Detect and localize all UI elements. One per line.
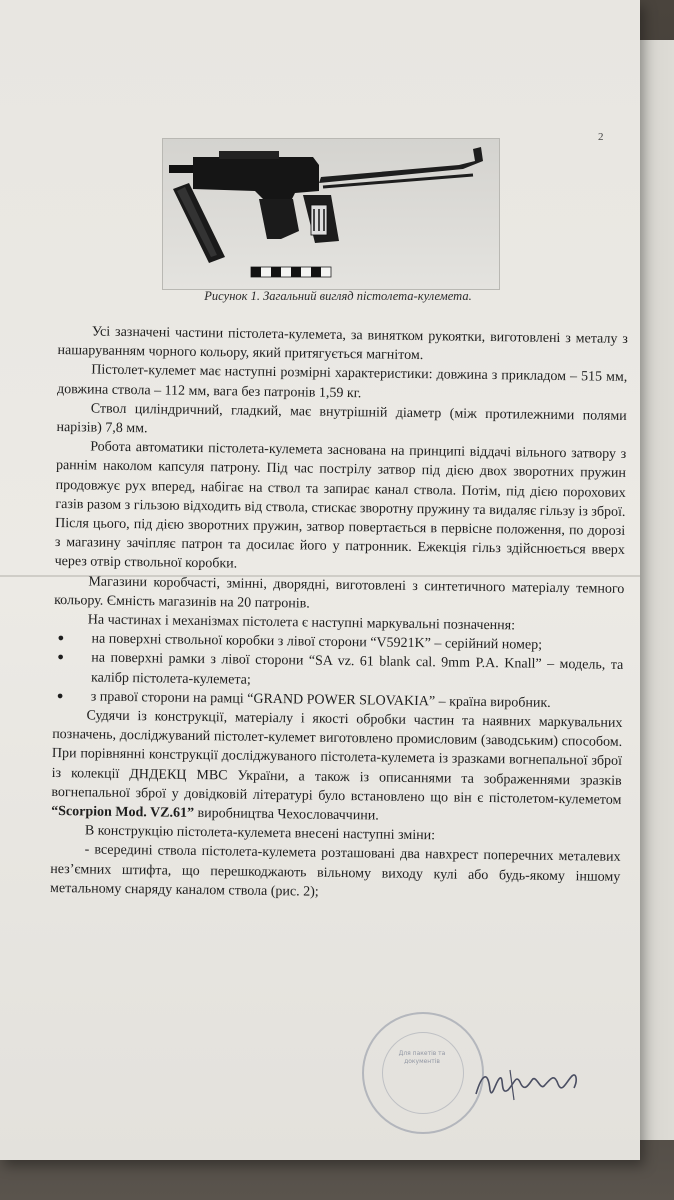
paragraph: В конструкцію пістолета-кулемета внесені наступні зміни:	[84, 823, 436, 844]
paragraph: - всередині ствола пістолета-кулемета розташовані два навхрест поперечних металевих нез’ємних штифта, що перешкоджають вільному виходу кулі або будь-якому іншому метальному снаряду каналом ствола (рис. 2);	[49, 842, 621, 900]
figure-caption: Рисунок 1. Загальний вигляд пістолета-кулемета.	[204, 289, 472, 303]
paragraph: Усі зазначені частини пістолета-кулемета, за винятком рукоятки, виготовлені з металу з нашаруванням чорного кольору, який притягується магнітом.	[57, 324, 628, 364]
bullet-icon: ●	[57, 632, 65, 645]
page-number: 2	[598, 131, 604, 143]
submachine-gun-illustration	[163, 139, 499, 289]
magazine-icon	[173, 183, 225, 263]
paragraph: Магазини коробчасті, змінні, дворядні, виготовлені з синтетичного матеріалу темного кольору. Ємність магазинів на 20 патронів.	[54, 574, 625, 612]
bullet-icon: ●	[56, 689, 64, 702]
weapon-photo	[162, 138, 500, 290]
paragraph-text: виробництва Чехословаччини.	[193, 806, 379, 824]
bullet-text: на поверхні ствольної коробки з лівої сторони “V5921K” – серійний номер;	[91, 631, 543, 654]
stamp-text: Для пакетів та документів	[398, 1050, 446, 1065]
model-name: “Scorpion Mod. VZ.61”	[51, 804, 195, 822]
scale-ruler-icon	[251, 267, 331, 277]
stamp-inner-ring	[382, 1032, 464, 1114]
paragraph: Пістолет-кулемет має наступні розмірні характеристики: довжина з прикладом – 515 мм, довжина ствола – 112 мм, вага без патронів 1,59 кг.	[56, 362, 628, 401]
bullet-text: з правої сторони на рамці “GRAND POWER SLOVAKIA” – країна виробник.	[90, 689, 551, 711]
bullet-text: на поверхні рамки з лівої сторони “SA vz. 61 blank cal. 9mm P.A. Knall” – модель, та калібр пістолета-кулемета;	[90, 650, 624, 688]
official-stamp	[362, 1012, 484, 1134]
bullet-icon: ●	[57, 651, 65, 664]
gun-icon	[169, 147, 483, 243]
signature-icon	[470, 1060, 590, 1110]
paragraph-text: Судячи із конструкції, матеріалу і якості обробки частин та наявних маркувальних позначень, досліджуваний пістолет-кулемет виготовлено промисловим (заводським) способом. При порівнянні конструкції досліджуваного пістолета-кулемета із зразками вогнепальної зброї із колекції ДНДЕКЦ МВС України, а також із описаннями та зображеннями зразків вогнепальної зброї у довідковій літературі було встановлено що він є пістолетом-кулеметом	[51, 708, 623, 808]
paragraph: Ствол циліндричний, гладкий, має внутрішній діаметр (між протилежними полями нарізів) 7,8 мм.	[56, 401, 627, 437]
paragraph: Робота автоматики пістолета-кулемета заснована на принципі віддачі вільного затвору з раннім наколом капсуля патрону. Під час пострілу затвор під дією двох зворотних пружин продовжує рух вперед, набігає на ствол та запирає канал ствола. Потім, під дією порохових газів разом з гільзою відходить від ствола, стискає зворотну пружину та видаляє гільзу із зброї. Після цього, під дією зворотних пружин, затвор повертається в первісне положення, по дорозі з магазину зачіпляє патрон та досилає його у патронник. Ежекція гільз здійснюється вверх через отвір ствольної коробки.	[54, 439, 627, 572]
paragraph: На частинах і механізмах пістолета є наступні маркувальні позначення:	[87, 612, 516, 634]
paragraph	[51, 706, 623, 829]
document-body	[50, 322, 628, 906]
